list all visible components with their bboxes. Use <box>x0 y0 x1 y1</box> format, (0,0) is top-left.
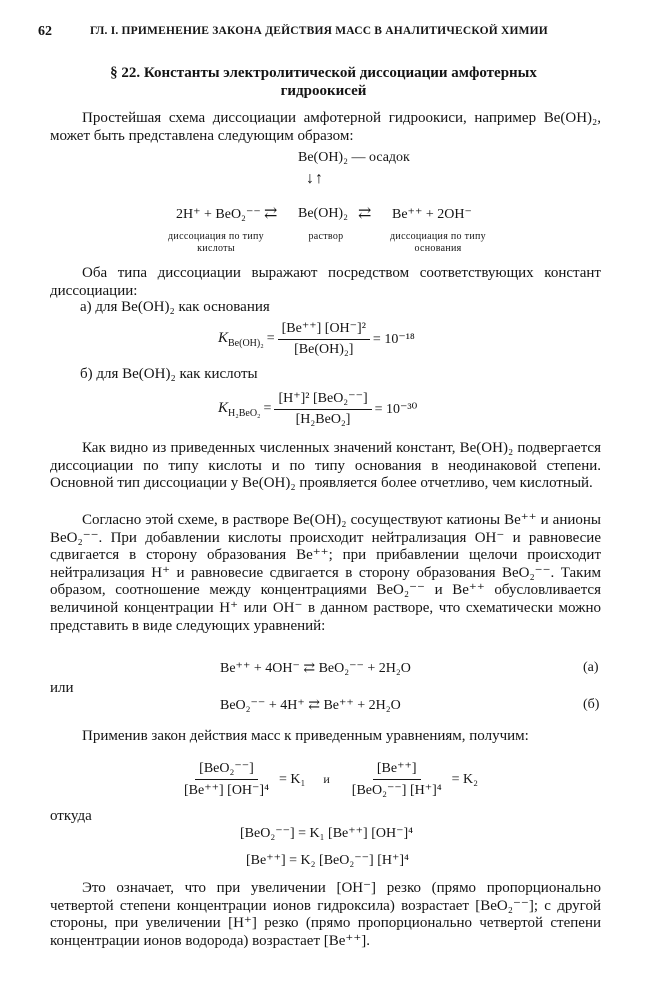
case-a-value: = 10⁻¹⁸ <box>372 331 415 347</box>
result-equation-1: [BeO₂⁻⁻] = K₁ [Be⁺⁺] [OH⁻]⁴ <box>240 826 414 841</box>
paragraph-1: Как видно из приведенных численных значений констант, Be(OH)₂ подвергается диссоциации по типу кислоты и по типу основания в неодинаковой степени. Основной тип диссоциации у Be(OH)₂ проявляется более отчетливо, чем кислотный. <box>50 440 601 492</box>
constants-intro-paragraph: Оба типа диссоциации выражают посредством соответствующих констант диссоциации: <box>50 265 601 299</box>
scheme-left-species: 2H⁺ + BeO₂⁻⁻ <box>176 207 261 222</box>
mass-action-rhs-2: = K₂ <box>451 771 479 787</box>
vertical-arrows-icon: ↓↑ <box>306 170 324 187</box>
equilibrium-arrow-icon: ⇄ <box>264 205 278 222</box>
page-number: 62 <box>38 24 52 39</box>
scheme-top-label: Be(OH)₂ — осадок <box>298 150 410 165</box>
reaction-b: BeO₂⁻⁻ + 4H⁺ ⇄ Be⁺⁺ + 2H₂O <box>220 698 401 713</box>
result-equation-2: [Be⁺⁺] = K₂ [BeO₂⁻⁻] [H⁺]⁴ <box>246 853 409 868</box>
case-a-label: а) для Be(OH)₂ как основания <box>80 299 270 315</box>
scheme-label-base: диссоциация по типу основания <box>390 231 486 254</box>
section-title-line-2: гидроокисей <box>280 83 367 99</box>
running-title: ГЛ. I. ПРИМЕНЕНИЕ ЗАКОНА ДЕЙСТВИЯ МАСС В АНАЛИТИЧЕСКОЙ ХИМИИ <box>90 25 548 37</box>
case-b-equation: $K_{H_2BeO_2}$ = $\frac{\text{[H⁺]² [BeO₂⁻⁻]}}{\text{[H₂BeO₂]}}$ = 10⁻³⁰ <box>218 391 418 427</box>
reaction-b-tag: (б) <box>583 697 600 712</box>
equilibrium-arrow-icon: ⇄ <box>358 205 372 222</box>
paragraph-4: Это означает, что при увеличении [OH⁻] резко (прямо пропорционально четвертой степени концентрации ионов гидроксила) возрастает [BeO₂⁻⁻]; с другой стороны, при увеличении [H⁺] резко (прямо пропорционально четвертой степени концентрации ионов водорода) возрастает [Be⁺⁺]. <box>50 880 601 949</box>
scheme-right-species: Be⁺⁺ + 2OH⁻ <box>392 207 472 222</box>
conjunction: и <box>323 772 330 786</box>
mass-action-fraction-2: $\frac{[Be^{++}]}{\text{[BeO₂⁻⁻] [H⁺]⁴}}$ <box>351 761 442 798</box>
case-a-constant: $K_{Be(OH)_2}$ <box>218 329 264 349</box>
scheme-label-solution: раствор <box>308 231 344 242</box>
case-b-constant: $K_{H_2BeO_2}$ <box>218 399 261 419</box>
case-b-label: б) для Be(OH)₂ как кислоты <box>80 366 258 382</box>
intro-paragraph: Простейшая схема диссоциации амфотерной гидроокиси, например Be(OH)₂, может быть представлена следующим образом: <box>50 110 601 144</box>
section-title-line-1: § 22. Константы электролитической диссоциации амфотерных <box>110 65 537 81</box>
mass-action-rhs-1: = K₁ <box>278 771 306 787</box>
or-word: или <box>50 680 74 696</box>
paragraph-3: Применив закон действия масс к приведенным уравнениям, получим: <box>82 728 529 744</box>
whence-word: откуда <box>50 808 92 824</box>
paragraph-2: Согласно этой схеме, в растворе Be(OH)₂ сосуществуют катионы Be⁺⁺ и анионы BeO₂⁻⁻. При добавлении кислоты происходит нейтрализация OH⁻ и равновесие сдвигается в сторону образования Be⁺⁺; при прибавлении щелочи происходит нейтрализация H⁺ и равновесие сдвигается в сторону образования BeO₂⁻⁻. Таким образом, соотношение между концентрациями BeO₂⁻⁻ и Be⁺⁺ обусловливается величиной концентрации H⁺ или OH⁻ в данном растворе, что схематически можно представить в виде следующих уравнений: <box>50 512 601 634</box>
case-a-equation: $K_{Be(OH)_2}$ = $\frac{\text{[Be⁺⁺] [OH⁻]²}}{\text{[Be(OH)₂]}}$ = 10⁻¹⁸ <box>218 321 415 357</box>
case-a-fraction: $\frac{\text{[Be⁺⁺] [OH⁻]²}}{\text{[Be(OH)₂]}}$ <box>278 320 370 358</box>
reaction-a: Be⁺⁺ + 4OH⁻ ⇄ BeO₂⁻⁻ + 2H₂O <box>220 661 411 676</box>
case-b-value: = 10⁻³⁰ <box>374 401 418 417</box>
mass-action-equations <box>180 760 478 799</box>
mass-action-fraction-1: $\frac{\text{[BeO₂⁻⁻]}}{\text{[Be⁺⁺] [OH⁻]⁴}}$ <box>184 761 269 798</box>
scheme-label-acid: диссоциация по типу кислоты <box>168 231 264 254</box>
reaction-a-tag: (а) <box>583 660 599 675</box>
case-b-fraction: $\frac{\text{[H⁺]² [BeO₂⁻⁻]}}{\text{[H₂BeO₂]}}$ <box>274 390 371 428</box>
scheme-center-species: Be(OH)₂ <box>298 206 348 221</box>
